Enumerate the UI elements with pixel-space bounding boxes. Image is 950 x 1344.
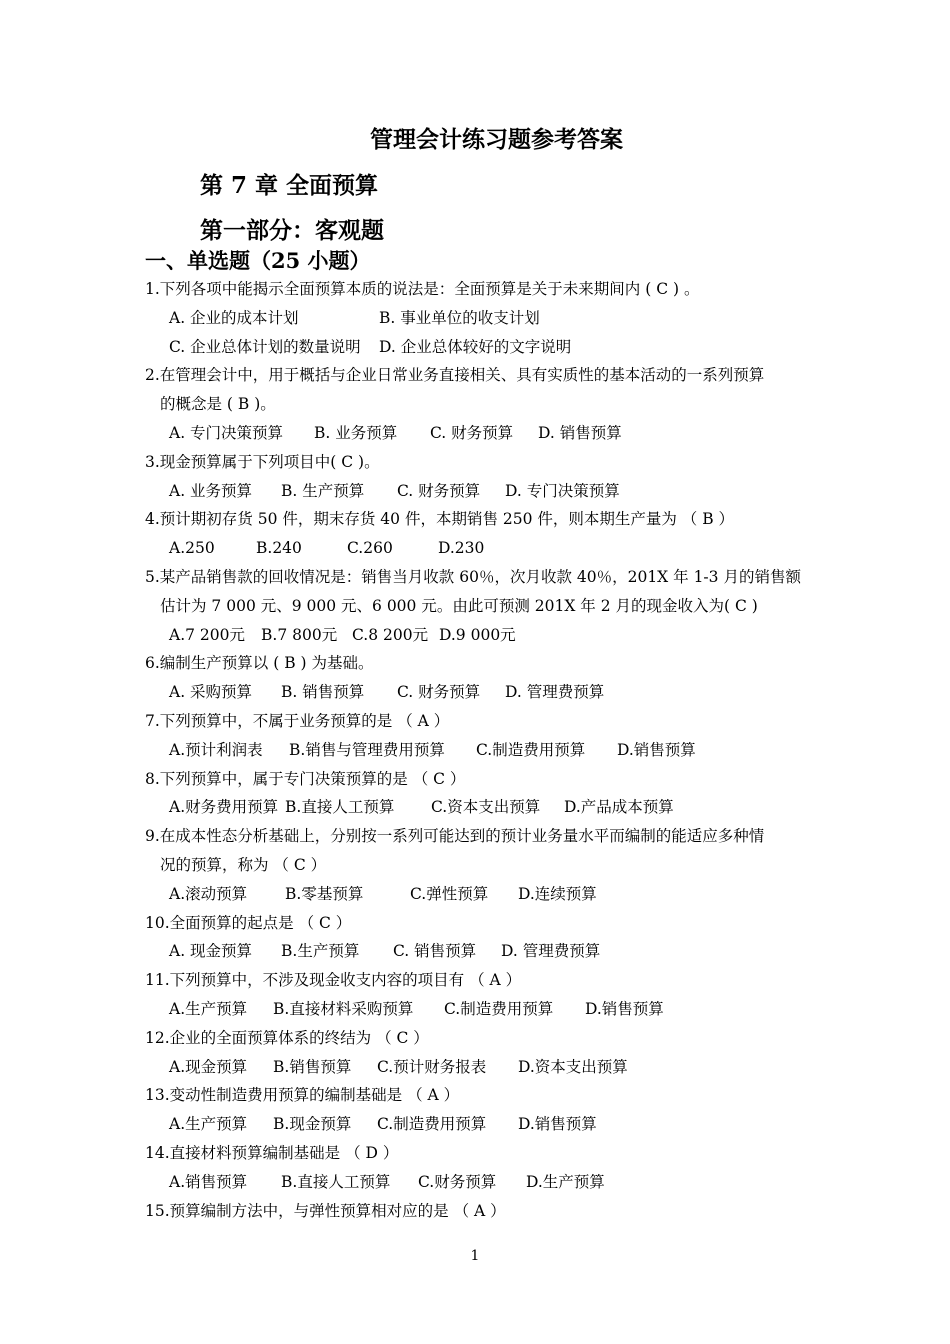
question-item xyxy=(145,1081,817,1139)
question-text: 的概念是 ( B )。 xyxy=(160,395,276,414)
option-row xyxy=(145,621,817,650)
answer-option: C. 企业总体计划的数量说明 xyxy=(169,337,361,356)
answer-option: A. 企业的成本计划 xyxy=(169,308,299,327)
question-text: 11.下列预算中，不涉及现金收支内容的项目有 （ A ） xyxy=(145,971,522,990)
answer-option: A.250 xyxy=(169,539,215,558)
option-row xyxy=(145,534,817,563)
answer-option: C.财务预算 xyxy=(418,1172,497,1191)
question-text: 8.下列预算中，属于专门决策预算的是 （ C ） xyxy=(145,769,466,788)
answer-option: A. 现金预算 xyxy=(169,942,253,961)
page-title: 管理会计练习题参考答案 xyxy=(370,126,623,153)
answer-option: B.销售预算 xyxy=(273,1057,352,1076)
answer-option: D.销售预算 xyxy=(585,999,664,1018)
question-text: 1.下列各项中能揭示全面预算本质的说法是：全面预算是关于未来期间内 ( C ) 。 xyxy=(145,280,700,298)
question-item xyxy=(145,1139,817,1197)
chapter-heading: 第 7 章 全面预算 xyxy=(200,172,379,199)
answer-option: B.直接人工预算 xyxy=(285,798,395,817)
question-text: 13.变动性制造费用预算的编制基础是 （ A ） xyxy=(145,1086,460,1105)
question-item xyxy=(145,909,817,967)
answer-option: A. 采购预算 xyxy=(169,683,253,702)
answer-option: A.财务费用预算 xyxy=(169,798,279,817)
answer-option: A.销售预算 xyxy=(169,1172,248,1191)
question-item xyxy=(145,1197,817,1226)
question-item xyxy=(145,361,817,447)
answer-option: C. 财务预算 xyxy=(397,683,481,702)
option-row xyxy=(145,995,817,1024)
question-item xyxy=(145,448,817,506)
option-row xyxy=(145,1168,817,1197)
question-text: 15.预算编制方法中，与弹性预算相对应的是 （ A ） xyxy=(145,1201,506,1220)
answer-option: B. 销售预算 xyxy=(281,683,365,702)
question-text: 10.全面预算的起点是 （ C ） xyxy=(145,913,352,932)
answer-option: B.7 800元 xyxy=(261,625,338,644)
answer-option: C.8 200元 xyxy=(352,625,429,644)
answer-option: D. 管理费预算 xyxy=(501,942,601,961)
answer-option: B.销售与管理费用预算 xyxy=(289,740,445,759)
answer-option: C. 财务预算 xyxy=(397,481,481,500)
question-text: 14.直接材料预算编制基础是 （ D ） xyxy=(145,1143,399,1162)
answer-option: A.7 200元 xyxy=(169,625,245,644)
answer-option: B.现金预算 xyxy=(273,1115,352,1134)
option-row xyxy=(145,793,817,822)
answer-option: C. 财务预算 xyxy=(430,423,514,442)
question-text: 估计为 7 000 元、9 000 元、6 000 元。由此可预测 201X 年 2 月的现金收入为( C ) xyxy=(160,596,758,615)
answer-option: C.制造费用预算 xyxy=(377,1115,487,1134)
answer-option: D.销售预算 xyxy=(518,1115,597,1134)
answer-option: D. 销售预算 xyxy=(538,423,622,442)
answer-option: D. 企业总体较好的文字说明 xyxy=(379,337,572,356)
answer-option: A.现金预算 xyxy=(169,1057,248,1076)
option-row xyxy=(145,333,817,362)
option-row xyxy=(145,477,817,506)
question-item xyxy=(145,707,817,765)
answer-option: D.9 000元 xyxy=(439,625,516,644)
option-row xyxy=(145,1053,817,1082)
question-item xyxy=(145,563,817,649)
question-item xyxy=(145,765,817,823)
answer-option: C.制造费用预算 xyxy=(444,999,554,1018)
answer-option: A. 业务预算 xyxy=(169,481,253,500)
answer-option: B. 事业单位的收支计划 xyxy=(379,308,540,327)
answer-option: B.240 xyxy=(256,539,302,558)
answer-option: A.生产预算 xyxy=(169,1115,248,1134)
answer-option: C. 销售预算 xyxy=(393,942,477,961)
answer-option: A. 专门决策预算 xyxy=(169,423,284,442)
answer-option: D. 专门决策预算 xyxy=(505,481,620,500)
answer-option: D.生产预算 xyxy=(526,1172,605,1191)
question-list xyxy=(145,275,817,1225)
answer-option: B.直接人工预算 xyxy=(281,1172,391,1191)
answer-option: D.产品成本预算 xyxy=(564,798,674,817)
question-text: 况的预算，称为 （ C ） xyxy=(160,855,327,874)
question-text: 6.编制生产预算以 ( B ) 为基础。 xyxy=(145,654,374,673)
question-text: 4.预计期初存货 50 件，期末存货 40 件，本期销售 250 件，则本期生产量为 （ B ） xyxy=(145,510,735,529)
answer-option: C.260 xyxy=(347,539,393,558)
question-text: 2.在管理会计中，用于概括与企业日常业务直接相关、具有实质性的基本活动的一系列预算 xyxy=(145,366,765,385)
question-text: 5.某产品销售款的回收情况是：销售当月收款 60％，次月收款 40％，201X 年 1-3 月的销售额 xyxy=(145,567,801,586)
answer-option: D.资本支出预算 xyxy=(518,1057,628,1076)
question-text: 9.在成本性态分析基础上，分别按一系列可能达到的预计业务量水平而编制的能适应多种情 xyxy=(145,827,765,846)
option-row xyxy=(145,937,817,966)
answer-option: C.制造费用预算 xyxy=(476,740,586,759)
question-text: 12.企业的全面预算体系的终结为 （ C ） xyxy=(145,1028,429,1047)
question-item xyxy=(145,275,817,361)
answer-option: D.230 xyxy=(438,539,485,558)
option-row xyxy=(145,736,817,765)
option-row xyxy=(145,419,817,448)
answer-option: C.预计财务报表 xyxy=(377,1057,487,1076)
answer-option: D.连续预算 xyxy=(518,884,597,903)
answer-option: A.生产预算 xyxy=(169,999,248,1018)
answer-option: C.弹性预算 xyxy=(410,884,489,903)
section-heading: 一、单选题（25 小题） xyxy=(145,248,371,273)
answer-option: B.零基预算 xyxy=(285,884,364,903)
option-row xyxy=(145,880,817,909)
answer-option: B.直接材料采购预算 xyxy=(273,999,414,1018)
answer-option: A.预计利润表 xyxy=(169,740,263,759)
option-row xyxy=(145,678,817,707)
question-item xyxy=(145,966,817,1024)
answer-option: D.销售预算 xyxy=(617,740,696,759)
part-heading: 第一部分：客观题 xyxy=(200,217,384,244)
option-row xyxy=(145,1110,817,1139)
question-text: 3.现金预算属于下列项目中( C )。 xyxy=(145,452,380,471)
answer-option: B.生产预算 xyxy=(281,942,360,961)
page-number: 1 xyxy=(470,1248,480,1264)
option-row xyxy=(145,304,817,333)
question-text: 7.下列预算中，不属于业务预算的是 （ A ） xyxy=(145,711,450,730)
answer-option: B. 业务预算 xyxy=(314,423,398,442)
answer-option: A.滚动预算 xyxy=(169,884,248,903)
answer-option: B. 生产预算 xyxy=(281,481,365,500)
question-item xyxy=(145,1024,817,1082)
question-item xyxy=(145,505,817,563)
question-item xyxy=(145,649,817,707)
question-item xyxy=(145,822,817,908)
answer-option: C.资本支出预算 xyxy=(431,798,541,817)
answer-option: D. 管理费预算 xyxy=(505,683,605,702)
